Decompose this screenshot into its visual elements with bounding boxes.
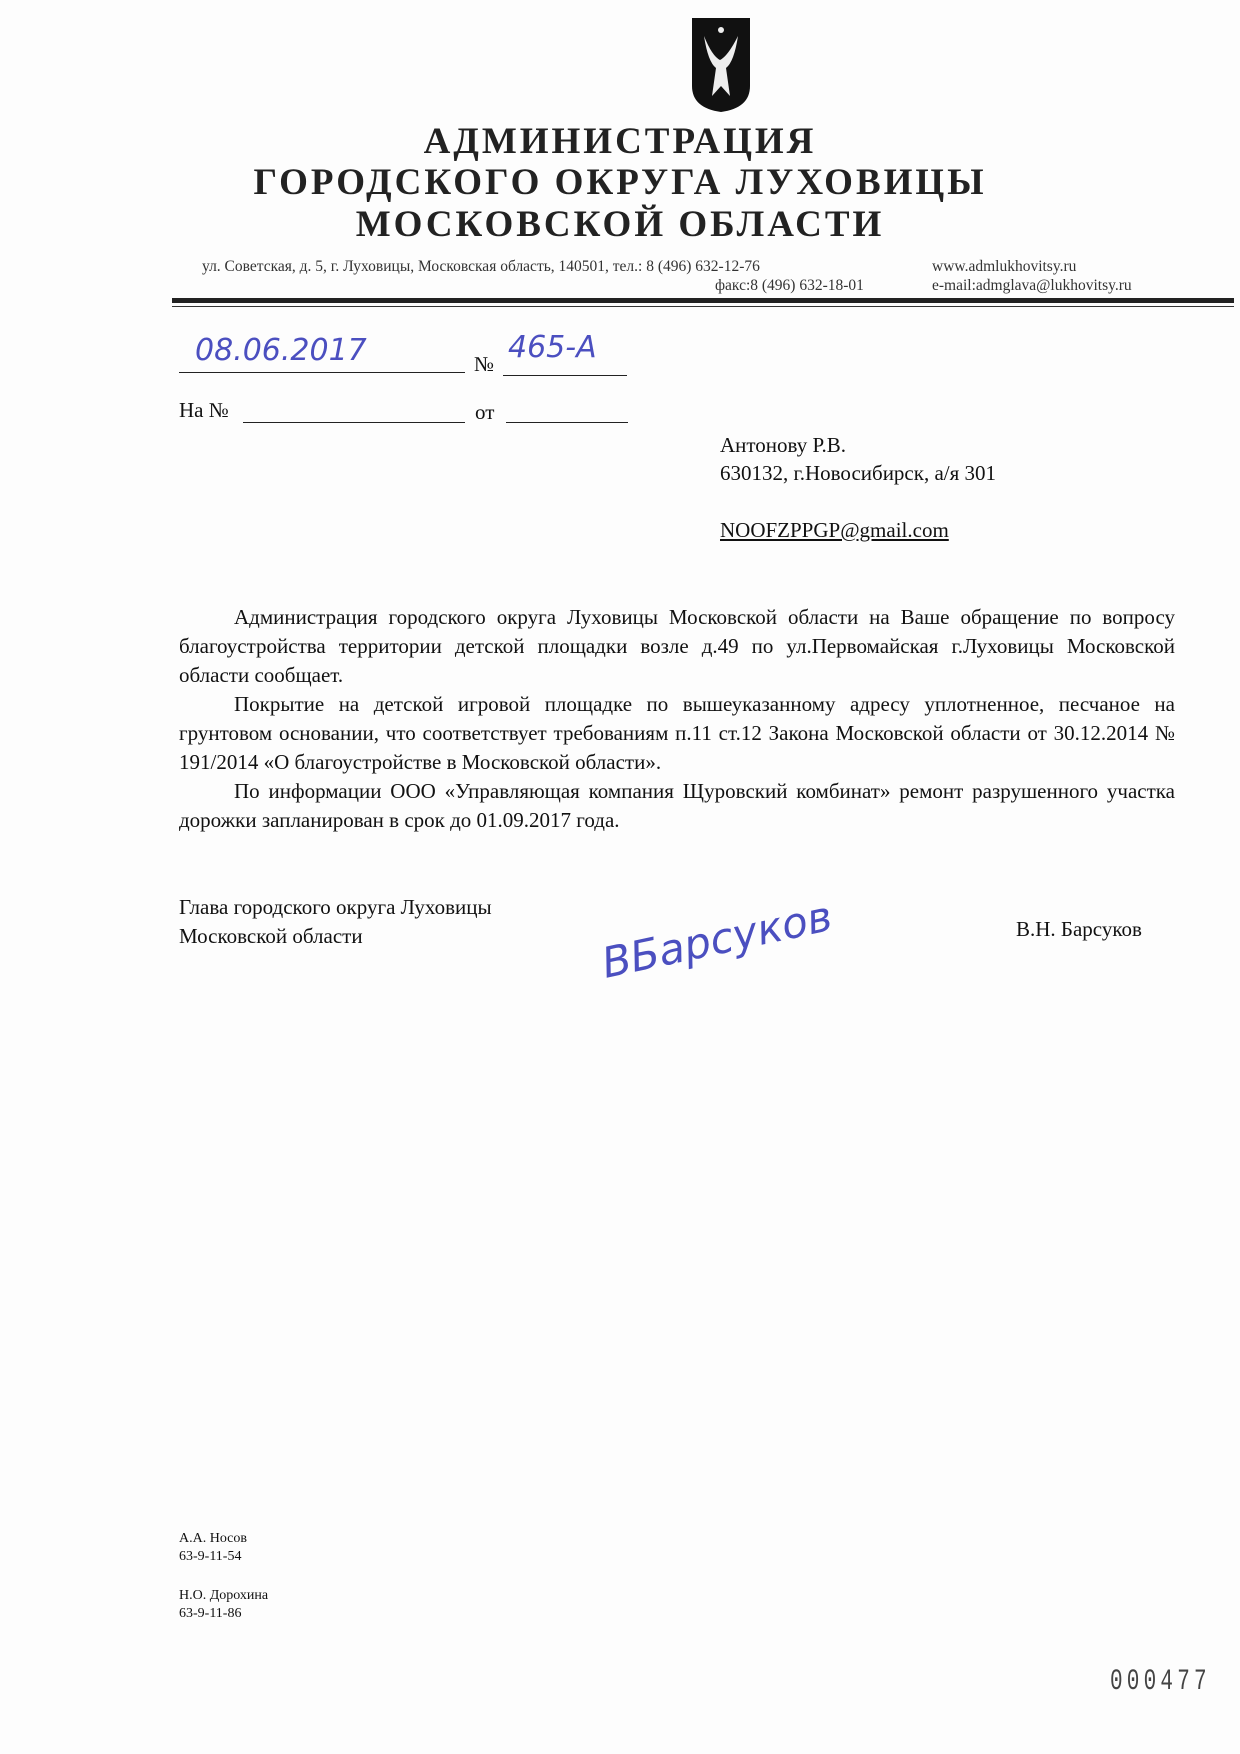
body-paragraph: По информации ООО «Управляющая компания Щуровский комбинат» ремонт разрушенного участка дорожки запланирован в срок до 01.09.2017 года. — [179, 779, 1175, 832]
executor-name: А.А. Носов — [179, 1531, 248, 1546]
letter-number: 465-А — [508, 330, 597, 365]
signatory-position-line-1: Глава городского округа Луховицы — [179, 895, 492, 919]
number-label: № — [474, 352, 495, 376]
org-title-line-1: АДМИНИСТРАЦИЯ — [423, 121, 817, 162]
handwritten-signature: ВБарсуков — [597, 891, 837, 988]
reference-number-label: На № — [179, 398, 229, 422]
executor-phone: 63-9-11-54 — [179, 1549, 242, 1564]
reference-from-label: от — [475, 400, 495, 424]
executor-1 — [179, 1530, 247, 1566]
reference-number-line — [243, 422, 465, 423]
letter-date: 08.06.2017 — [195, 333, 367, 368]
executor-name: Н.О. Дорохина — [179, 1588, 269, 1603]
addressee-address: 630132, г.Новосибирск, а/я 301 — [720, 461, 997, 485]
executor-2 — [179, 1587, 268, 1623]
signatory-position-line-2: Московской области — [179, 924, 363, 948]
addressee-email[interactable]: NOOFZPPGP@gmail.com — [720, 518, 949, 542]
reference-date-line — [506, 422, 628, 423]
header-rule-thin — [172, 306, 1234, 307]
org-website: www.admlukhovitsy.ru — [932, 258, 1077, 275]
body-paragraph: Администрация городского округа Луховицы Московской области на Ваше обращение по вопросу благоустройства территории детской площадки возле д.49 по ул.Первомайская г.Луховицы Московской области сообщает. — [179, 605, 1175, 687]
org-fax: факс:8 (496) 632-18-01 — [715, 277, 864, 294]
org-title-line-3: МОСКОВСКОЙ ОБЛАСТИ — [355, 204, 885, 245]
date-line — [179, 372, 465, 373]
header-rule-thick — [172, 298, 1234, 303]
letter-body — [179, 603, 1175, 835]
org-title-line-2: ГОРОДСКОГО ОКРУГА ЛУХОВИЦЫ — [253, 162, 987, 203]
signatory-name: В.Н. Барсуков — [1016, 917, 1142, 941]
body-paragraph: Покрытие на детской игровой площадке по вышеуказанному адресу уплотненное, песчаное на грунтовом основании, что соответствует требованиям п.11 ст.12 Закона Московской области от 30.12.2014 № 191/2014 «О благоустройстве в Московской области». — [179, 692, 1175, 774]
org-email: e-mail:admglava@lukhovitsy.ru — [932, 277, 1132, 294]
addressee-name: Антонову Р.В. — [720, 433, 847, 457]
number-line — [503, 375, 627, 376]
org-address: ул. Советская, д. 5, г. Луховицы, Московская область, 140501, тел.: 8 (496) 632-12-76 — [202, 258, 760, 275]
serial-number-stamp: 000477 — [1110, 1665, 1211, 1699]
coat-of-arms-emblem — [690, 16, 752, 114]
executor-phone: 63-9-11-86 — [179, 1606, 242, 1621]
